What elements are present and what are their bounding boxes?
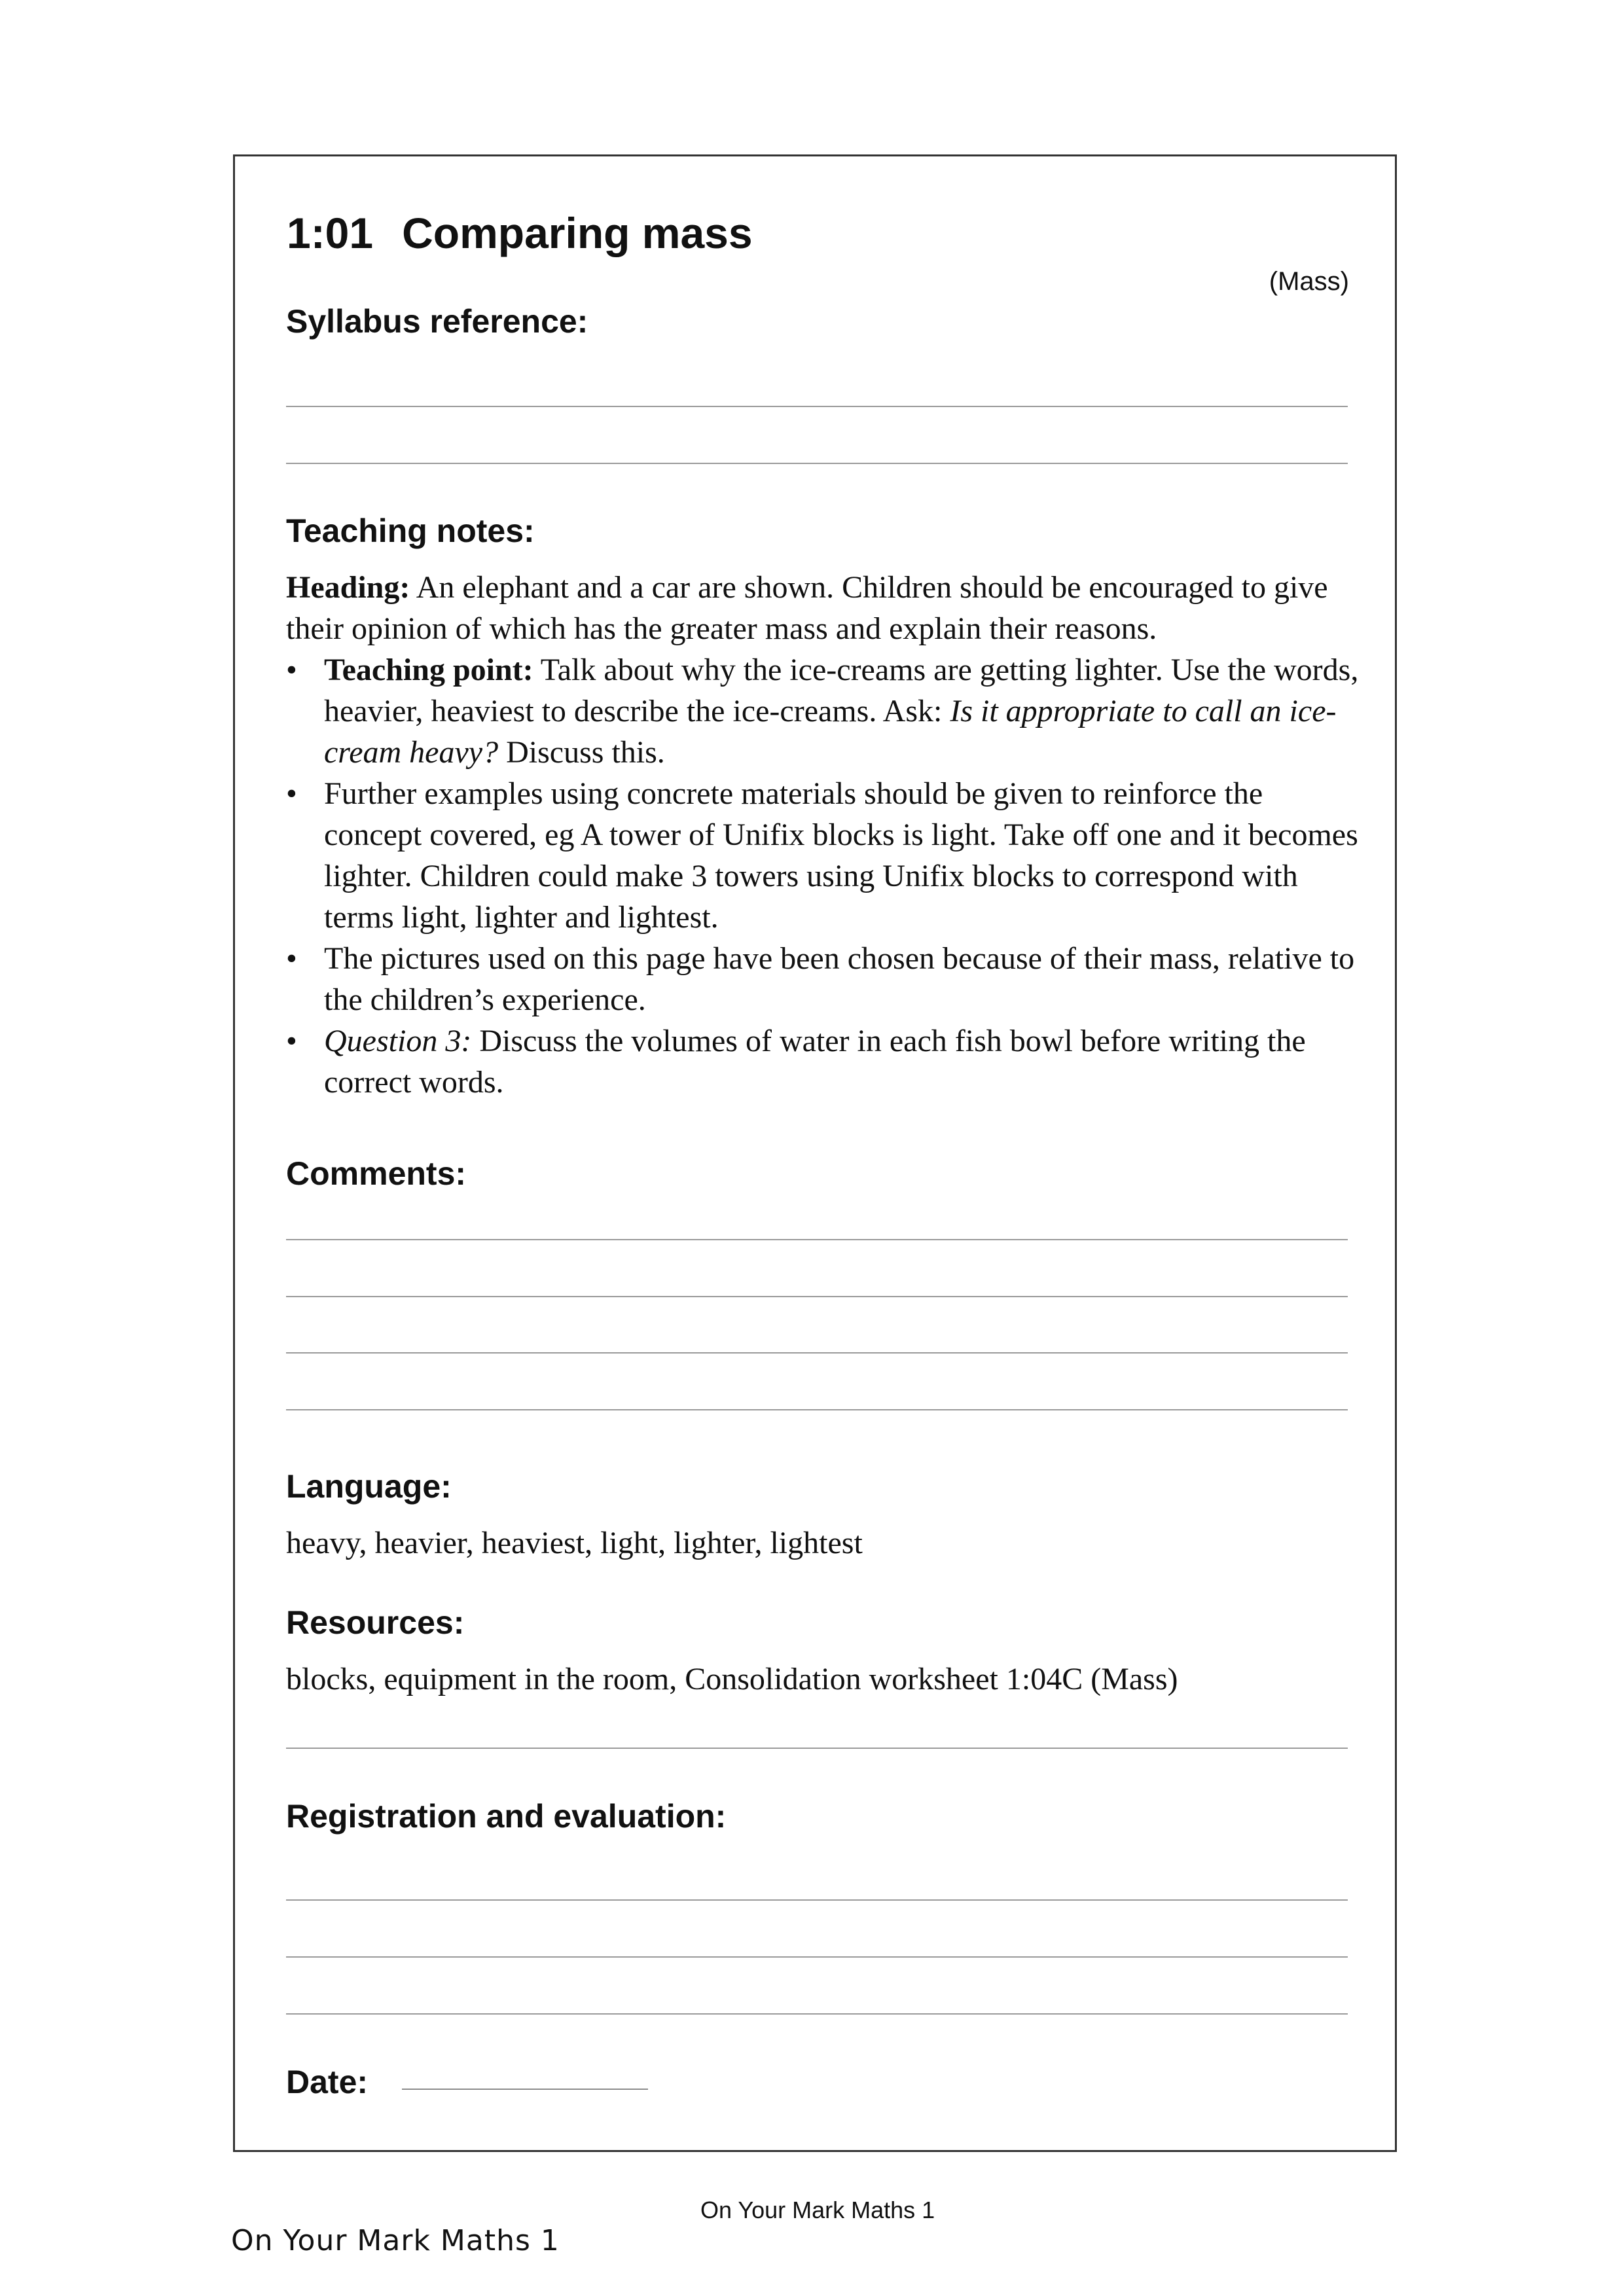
syllabus-line-2 [286, 463, 1348, 464]
registration-line-3 [286, 2013, 1348, 2015]
language-text: heavy, heavier, heaviest, light, lighter, lightest [286, 1526, 863, 1560]
bullet-teaching-point [286, 649, 1366, 773]
teaching-point-label: Teaching point: [324, 653, 533, 687]
date-label: Date: [286, 2064, 369, 2100]
bullet-dot: • [286, 941, 297, 976]
intro-text: An elephant and a car are shown. Children should be encouraged to give their opinion of which has the greater mass and explain their reasons. [286, 570, 1328, 646]
bullet-dot: • [286, 776, 297, 811]
resources-text: blocks, equipment in the room, Consolidation worksheet 1:04C (Mass) [286, 1662, 1178, 1696]
page-frame [233, 154, 1397, 2152]
comments-heading: Comments: [286, 1155, 467, 1192]
comments-line-1 [286, 1239, 1348, 1240]
syllabus-heading: Syllabus reference: [286, 303, 588, 340]
bullet-question-3 [286, 1020, 1366, 1103]
teaching-point-question: Is it appropriate to call an ice-cream heavy? [324, 694, 1337, 770]
intro-label: Heading: [286, 570, 410, 605]
resources-line [286, 1748, 1348, 1749]
lesson-title: Comparing mass [402, 209, 753, 257]
registration-line-2 [286, 1956, 1348, 1958]
bullet-pictures [286, 938, 1366, 1020]
question-3-text: Discuss the volumes of water in each fish bowl before writing the correct words. [324, 1024, 1306, 1100]
registration-line-1 [286, 1899, 1348, 1901]
question-3-label: Question 3: [324, 1024, 472, 1058]
bullet-dot: • [286, 1024, 297, 1058]
teaching-bullets [286, 649, 1366, 1103]
further-examples-text: Further examples using concrete materials should be given to reinforce the concept covered, eg A tower of Unifix blocks is light. Take off one and it becomes lighter. Children could make 3 towers using Unifix blocks to correspond with terms light, lighter and lightest. [324, 776, 1358, 935]
comments-line-2 [286, 1296, 1348, 1297]
registration-heading: Registration and evaluation: [286, 1798, 727, 1835]
lesson-number: 1:01 [287, 209, 374, 257]
teaching-point-end: Discuss this. [498, 735, 665, 770]
topic-label: (Mass) [1269, 267, 1349, 296]
teaching-notes-heading: Teaching notes: [286, 512, 535, 549]
footer-center: On Your Mark Maths 1 [700, 2197, 935, 2223]
teaching-intro [286, 567, 1360, 649]
page-title [287, 208, 753, 258]
date-line [402, 2089, 648, 2090]
bullet-dot: • [286, 653, 297, 687]
pictures-text: The pictures used on this page have been chosen because of their mass, relative to the children’s experience. [324, 941, 1355, 1017]
resources-heading: Resources: [286, 1604, 465, 1641]
teaching-point-text: Talk about why the ice-creams are getting lighter. Use the words, heavier, heaviest to describe the ice-creams. Ask: [324, 653, 1359, 728]
language-heading: Language: [286, 1468, 452, 1505]
comments-line-4 [286, 1409, 1348, 1410]
bullet-further-examples [286, 773, 1366, 938]
syllabus-line-1 [286, 406, 1348, 407]
footer-left: On Your Mark Maths 1 [231, 2224, 560, 2257]
comments-line-3 [286, 1352, 1348, 1354]
